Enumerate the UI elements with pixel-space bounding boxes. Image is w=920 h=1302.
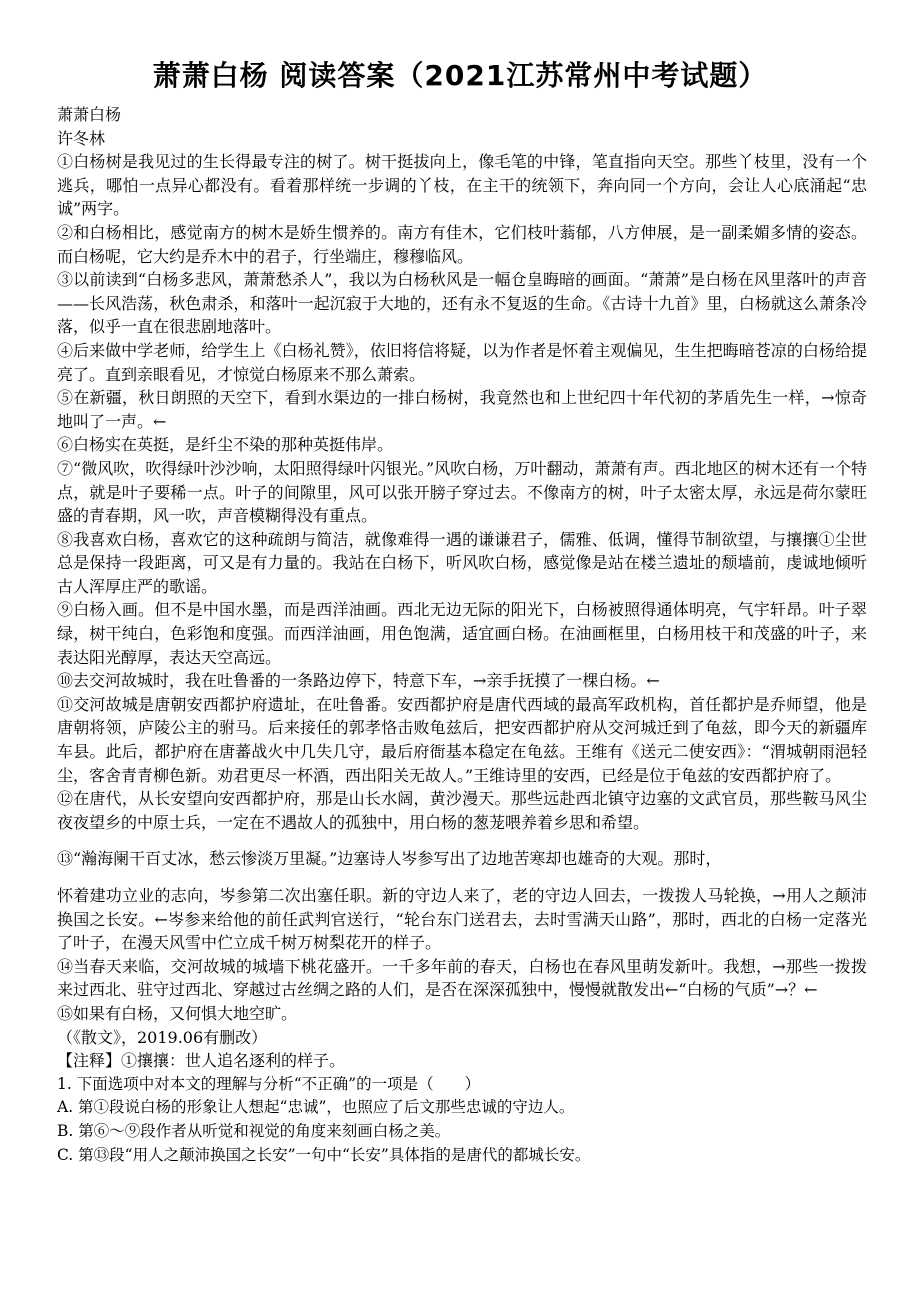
question-option-b: B. 第⑥～⑨段作者从听觉和视觉的角度来刻画白杨之美。 [57,1121,451,1140]
paragraph-15: ⑮如果有白杨，又何惧大地空旷。 [57,1003,298,1023]
paragraph-3: ③以前读到“白杨多悲风，萧萧愁杀人”，我以为白杨秋风是一幅仓皇晦暗的画面。“萧萧”是白杨在风里落叶的声音——长风浩荡，秋色肃杀，和落叶一起沉寂于大地的，还有永不复返的生命。《古诗十九首》里，白杨就这么萧条冷落，似乎一直在很悲剧地落叶。 [57,270,867,337]
article-body [57,103,867,1167]
paragraph-7: ⑦“微风吹，吹得绿叶沙沙响，太阳照得绿叶闪银光。”风吹白杨，万叶翻动，萧萧有声。西北地区的树木还有一个特点，就是叶子要稀一点。叶子的间隙里，风可以张开膀子穿过去。不像南方的树，叶子太密太厚，永远是荷尔蒙旺盛的青春期，风一吹，声音模糊得没有重点。 [57,458,867,526]
page-title: 萧萧白杨 阅读答案（2021江苏常州中考试题） [152,59,768,92]
question-option-a: A. 第①段说白杨的形象让人想起“忠诚”，也照应了后文那些忠诚的守边人。 [57,1098,575,1117]
article-source: （《散文》，2019.06有删改） [57,1027,268,1047]
paragraph-2: ②和白杨相比，感觉南方的树木是娇生惯养的。南方有佳木，它们枝叶蓊郁，八方伸展，是一副柔媚多情的姿态。而白杨呢，它大约是乔木中的君子，行坐端庄，穆穆临风。 [57,222,867,266]
paragraph-8: ⑧我喜欢白杨，喜欢它的这种疏朗与简洁，就像难得一遇的谦谦君子，儒雅、低调，懂得节制欲望，与攘攘①尘世总是保持一段距离，可又是有力量的。我站在白杨下，听风吹白杨，感觉像是站在楼兰遗址的颓墙前，虔诚地倾听古人浑厚庄严的歌谣。 [57,529,867,596]
article-heading: 萧萧白杨 [57,105,122,124]
paragraph-13-continued: 怀着建功立业的志向，岑参第二次出塞任职。新的守边人来了，老的守边人回去，一拨拨人马轮换，→用人之颠沛换国之长安。←岑参来给他的前任武判官送行，“轮台东门送君去，去时雪满天山路”，那时，西北的白杨一定落光了叶子，在漫天风雪中伫立成千树万树梨花开的样子。 [57,886,867,953]
article-author: 许冬林 [57,128,106,148]
question-stem: 1. 下面选项中对本文的理解与分析“不正确”的一项是（ ） [57,1074,481,1093]
article-note: 【注释】①攘攘：世人追名逐利的样子。 [57,1051,346,1071]
paragraph-1: ①白杨树是我见过的生长得最专注的树了。树干挺拔向上，像毛笔的中锋，笔直指向天空。那些丫枝里，没有一个逃兵，哪怕一点异心都没有。看着那样统一步调的丫枝，在主干的统领下，奔向同一个方向，会让人心底涌起“忠诚”两字。 [57,152,867,219]
paragraph-14: ⑭当春天来临，交河故城的城墙下桃花盛开。一千多年前的春天，白杨也在春风里萌发新叶。我想，→那些一拨拨来过西北、驻守过西北、穿越过古丝绸之路的人们，是否在深深孤独中，慢慢就散发出←“白杨的气质”→？← [57,956,867,1000]
paragraph-12: ⑫在唐代，从长安望向安西都护府，那是山长水阔，黄沙漫天。那些远赴西北镇守边塞的文武官员，那些鞍马风尘夜夜望乡的中原士兵，一定在不遇故人的孤独中，用白杨的葱茏喂养着乡思和希望。 [57,789,867,832]
paragraph-13: ⑬“瀚海阑干百丈冰，愁云惨淡万里凝。”边塞诗人岑参写出了边地苦寒却也雄奇的大观。那时， [57,849,722,869]
paragraph-6: ⑥白杨实在英挺，是纤尘不染的那种英挺伟岸。 [57,435,394,455]
paragraph-9: ⑨白杨入画。但不是中国水墨，而是西洋油画。西北无边无际的阳光下，白杨被照得通体明亮，气宇轩昂。叶子翠绿，树干纯白，色彩饱和度强。而西洋油画，用色饱满，适宜画白杨。在油画框里，白杨用枝干和茂盛的叶子，来表达阳光醇厚，表达天空高远。 [57,600,867,667]
paragraph-11: ⑪交河故城是唐朝安西都护府遗址，在吐鲁番。安西都护府是唐代西域的最高军政机构，首任都护是乔师望，他是唐朝将领，庐陵公主的驸马。后来接任的郭孝恪击败龟兹后，把安西都护府从交河城迁到了龟兹，即今天的新疆库车县。此后，都护府在唐蕃战火中几失几守，最后府衙基本稳定在龟兹。王维有《送元二使安西》：“渭城朝雨浥轻尘，客舍青青柳色新。劝君更尽一杯酒，西出阳关无故人。”王维诗里的安西，已经是位于龟兹的安西都护府了。 [57,694,867,785]
paragraph-4: ④后来做中学老师，给学生上《白杨礼赞》，依旧将信将疑，以为作者是怀着主观偏见，生生把晦暗苍凉的白杨给提亮了。直到亲眼看见，才惊觉白杨原来不那么萧索。 [57,340,867,384]
paragraph-5: ⑤在新疆，秋日朗照的天空下，看到水渠边的一排白杨树，我竟然也和上世纪四十年代初的茅盾先生一样，→惊奇地叫了一声。← [57,388,867,431]
paragraph-10: ⑩去交河故城时，我在吐鲁番的一条路边停下，特意下车，→亲手抚摸了一棵白杨。← [57,671,660,691]
question-option-c: C. 第⑬段“用人之颠沛换国之长安”一句中“长安”具体指的是唐代的都城长安。 [57,1145,591,1164]
